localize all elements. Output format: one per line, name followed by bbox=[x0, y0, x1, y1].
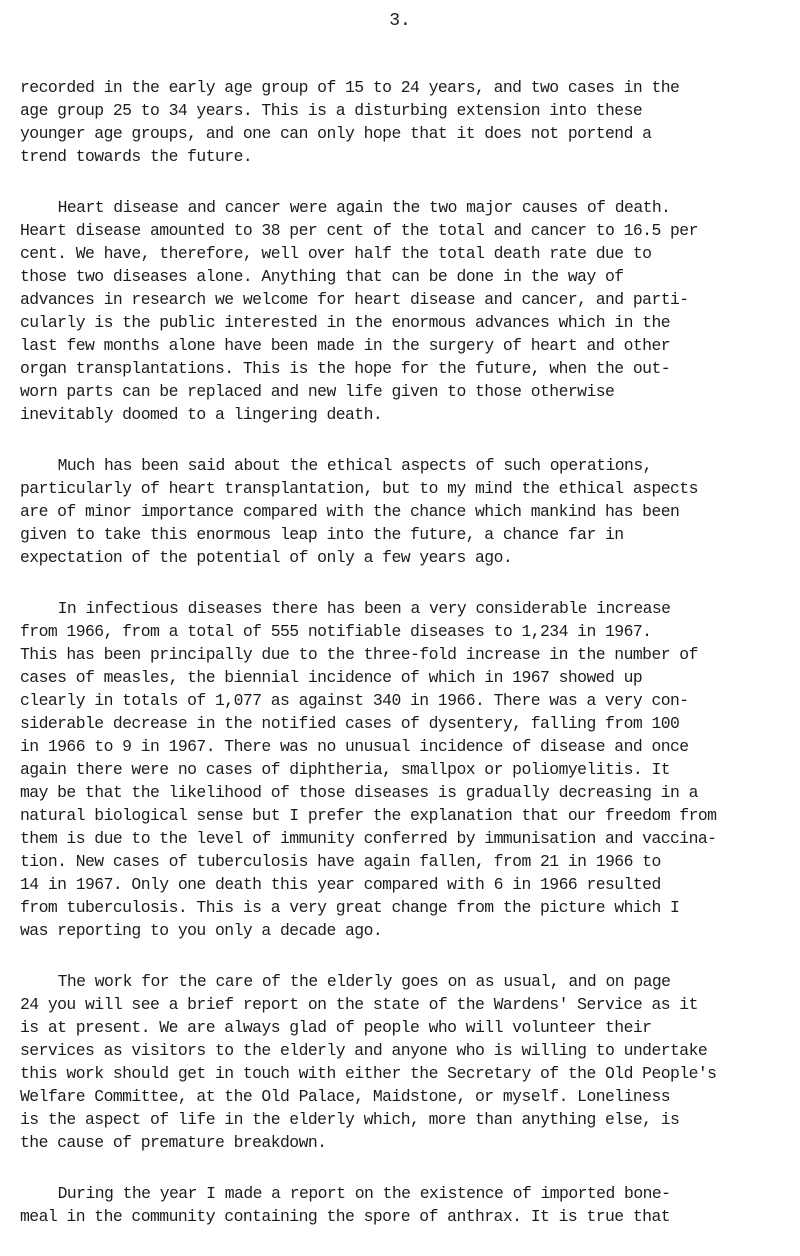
text-line: organ transplantations. This is the hope for the future, when the out- bbox=[20, 359, 671, 378]
text-line: from tuberculosis. This is a very great change from the picture which I bbox=[20, 898, 680, 917]
text-line: During the year I made a report on the existence of imported bone- bbox=[57, 1184, 671, 1203]
text-line: them is due to the level of immunity conferred by immunisation and vaccina- bbox=[20, 829, 717, 848]
text-line: 24 you will see a brief report on the state of the Wardens' Service as it bbox=[20, 995, 698, 1014]
text-line: inevitably doomed to a lingering death. bbox=[20, 405, 383, 424]
text-line: recorded in the early age group of 15 to 24 years, and two cases in the bbox=[20, 78, 680, 97]
text-line: this work should get in touch with either the Secretary of the Old People's bbox=[20, 1064, 717, 1083]
text-line: cularly is the public interested in the enormous advances which in the bbox=[20, 313, 671, 332]
paragraph bbox=[20, 76, 800, 168]
text-line: trend towards the future. bbox=[20, 147, 253, 166]
text-line: services as visitors to the elderly and anyone who is willing to undertake bbox=[20, 1041, 708, 1060]
text-line: cases of measles, the biennial incidence of which in 1967 showed up bbox=[20, 668, 643, 687]
paragraph bbox=[20, 196, 800, 426]
text-line: This has been principally due to the three-fold increase in the number of bbox=[20, 645, 698, 664]
text-line: natural biological sense but I prefer the explanation that our freedom from bbox=[20, 806, 717, 825]
text-line: siderable decrease in the notified cases of dysentery, falling from 100 bbox=[20, 714, 680, 733]
paragraph bbox=[20, 597, 800, 942]
text-line: advances in research we welcome for heart disease and cancer, and parti- bbox=[20, 290, 689, 309]
text-line: In infectious diseases there has been a very considerable increase bbox=[57, 599, 671, 618]
text-line: those two diseases alone. Anything that can be done in the way of bbox=[20, 267, 624, 286]
text-line: may be that the likelihood of those diseases is gradually decreasing in a bbox=[20, 783, 698, 802]
text-line: Welfare Committee, at the Old Palace, Maidstone, or myself. Loneliness bbox=[20, 1087, 671, 1106]
paragraph bbox=[20, 1182, 800, 1228]
text-line: worn parts can be replaced and new life given to those otherwise bbox=[20, 382, 615, 401]
paragraph bbox=[20, 454, 800, 569]
text-line: is at present. We are always glad of people who will volunteer their bbox=[20, 1018, 652, 1037]
text-line: meal in the community containing the spore of anthrax. It is true that bbox=[20, 1207, 671, 1226]
text-line: in 1966 to 9 in 1967. There was no unusual incidence of disease and once bbox=[20, 737, 689, 756]
text-line: 14 in 1967. Only one death this year compared with 6 in 1966 resulted bbox=[20, 875, 661, 894]
text-line: particularly of heart transplantation, but to my mind the ethical aspects bbox=[20, 479, 698, 498]
text-line: the cause of premature breakdown. bbox=[20, 1133, 327, 1152]
text-line: last few months alone have been made in the surgery of heart and other bbox=[20, 336, 671, 355]
text-line: are of minor importance compared with the chance which mankind has been bbox=[20, 502, 680, 521]
text-line: was reporting to you only a decade ago. bbox=[20, 921, 383, 940]
text-line: given to take this enormous leap into the future, a chance far in bbox=[20, 525, 624, 544]
text-line: again there were no cases of diphtheria, smallpox or poliomyelitis. It bbox=[20, 760, 671, 779]
text-line: cent. We have, therefore, well over half the total death rate due to bbox=[20, 244, 652, 263]
page-number: 3. bbox=[389, 11, 411, 31]
paragraph bbox=[20, 970, 800, 1154]
text-line: Heart disease and cancer were again the two major causes of death. bbox=[57, 198, 671, 217]
text-line: from 1966, from a total of 555 notifiable diseases to 1,234 in 1967. bbox=[20, 622, 652, 641]
text-line: younger age groups, and one can only hope that it does not portend a bbox=[20, 124, 652, 143]
text-line: tion. New cases of tuberculosis have again fallen, from 21 in 1966 to bbox=[20, 852, 661, 871]
text-line: Heart disease amounted to 38 per cent of the total and cancer to 16.5 per bbox=[20, 221, 698, 240]
text-line: age group 25 to 34 years. This is a disturbing extension into these bbox=[20, 101, 643, 120]
text-line: expectation of the potential of only a few years ago. bbox=[20, 548, 513, 567]
text-line: Much has been said about the ethical aspects of such operations, bbox=[57, 456, 652, 475]
text-line: The work for the care of the elderly goes on as usual, and on page bbox=[57, 972, 671, 991]
text-line: is the aspect of life in the elderly which, more than anything else, is bbox=[20, 1110, 680, 1129]
body-text bbox=[20, 76, 800, 1256]
text-line: clearly in totals of 1,077 as against 340 in 1966. There was a very con- bbox=[20, 691, 689, 710]
